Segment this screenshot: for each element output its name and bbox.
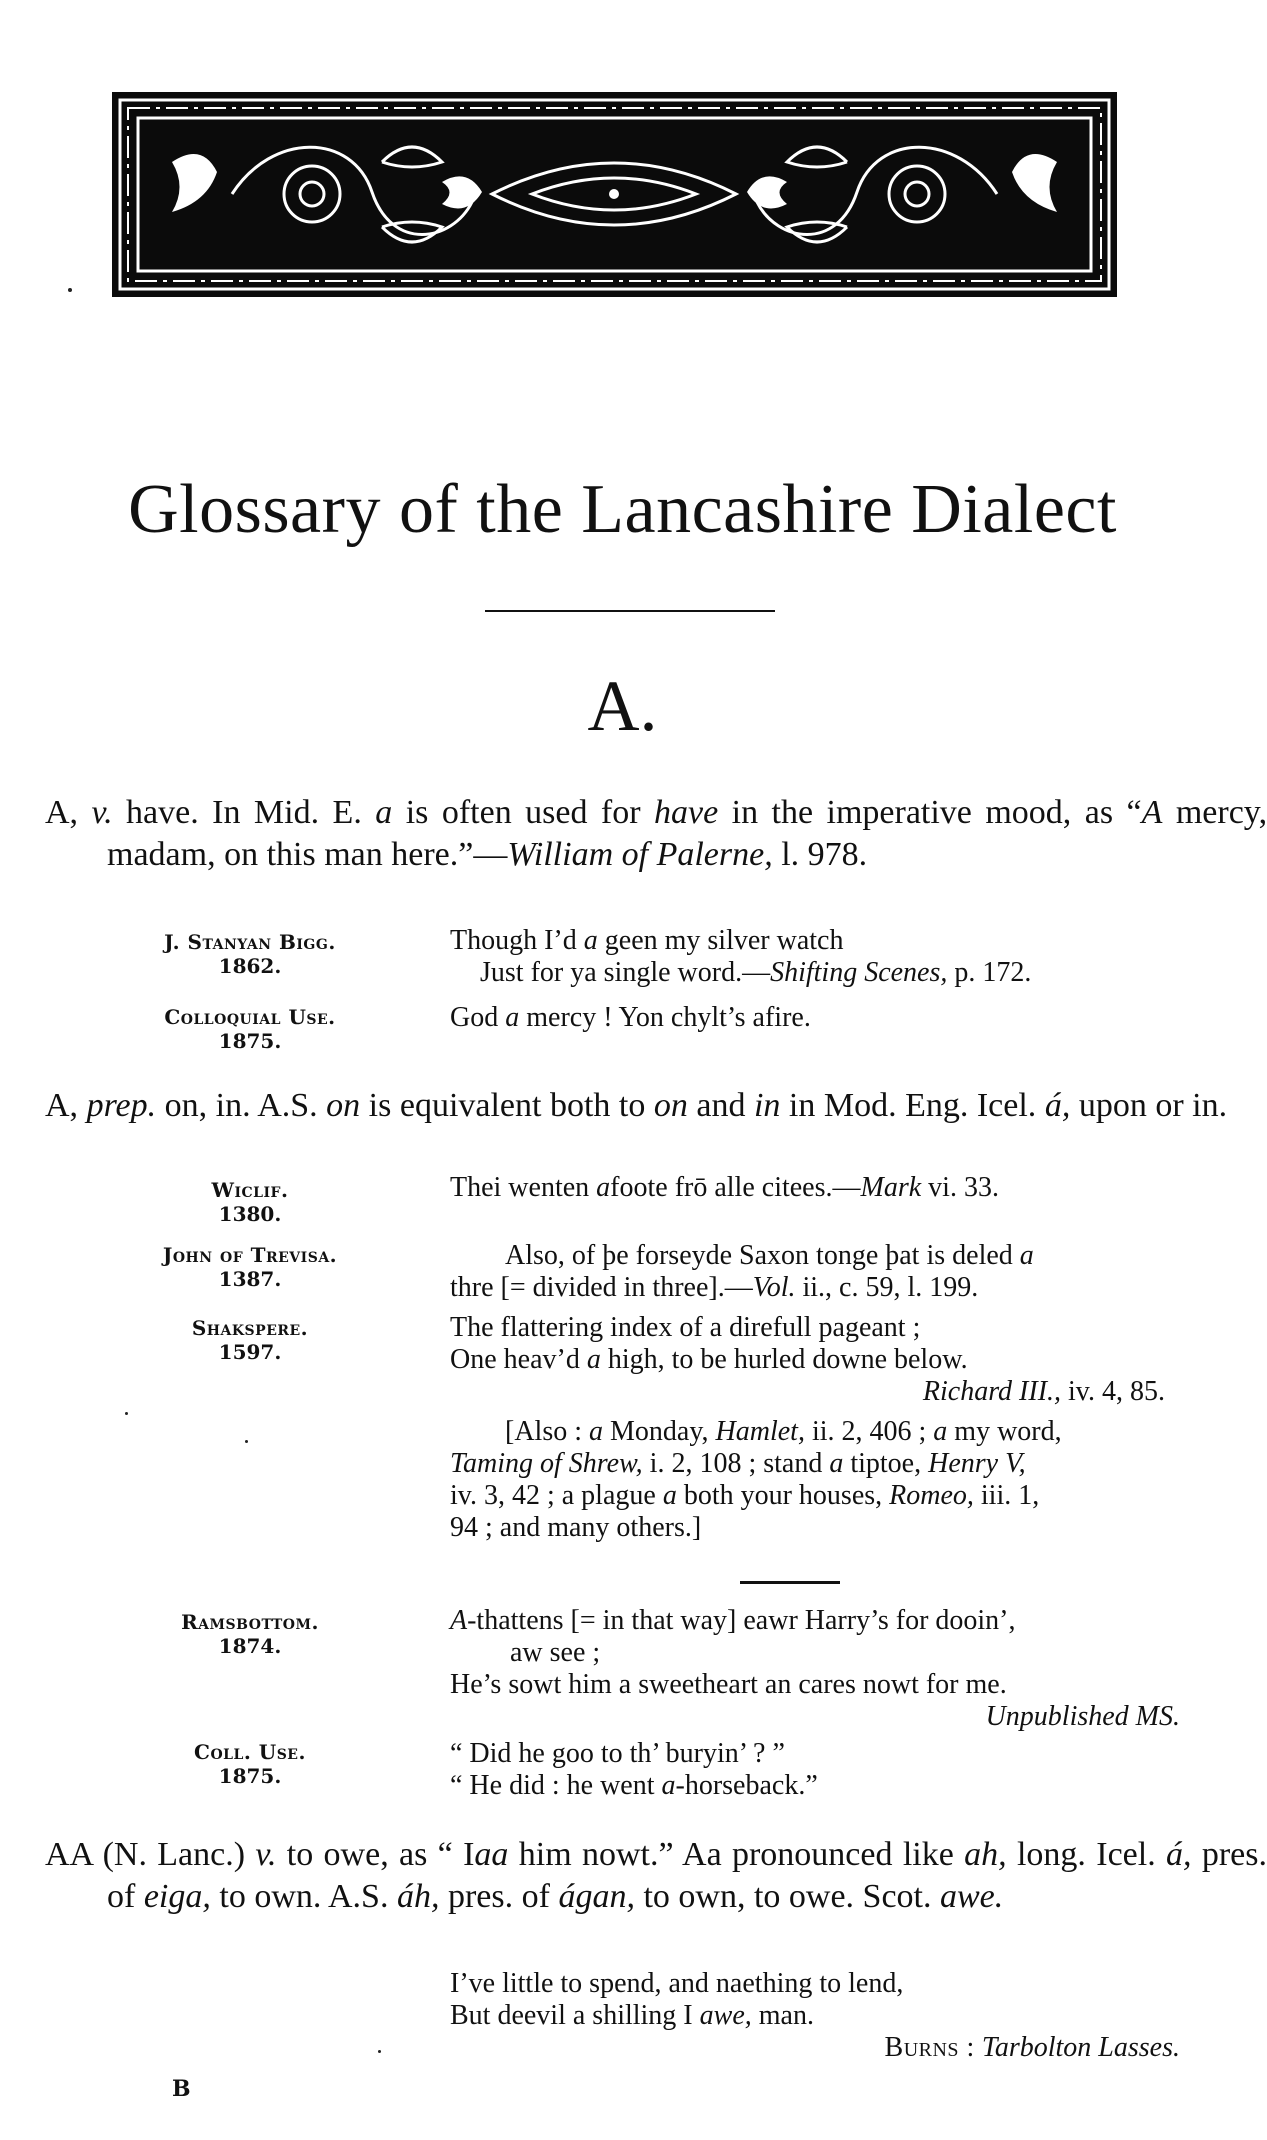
print-speck <box>68 288 72 292</box>
source-label: Shakspere. 1597. <box>191 1316 309 1364</box>
quotation: A-thattens [= in that way] eawr Harry’s for dooin’, aw see ; He’s sowt him a sweetheart an cares nowt for me. Unpublished MS. <box>450 1605 1180 1732</box>
source-label: Colloquial Use. 1875. <box>164 1005 336 1053</box>
quotation: Though I’d a geen my silver watch Just for ya single word.—Shifting Scenes, p. 172. <box>450 925 1032 988</box>
quotation: Also, of þe forseyde Saxon tonge þat is deled a thre [= divided in three].—Vol. ii., c. 59, l. 199. <box>450 1240 1034 1303</box>
entry-headword: AA <box>45 1836 93 1873</box>
entry-aa-verb: AA (N. Lanc.) v. to owe, as “ Iaa him nowt.” Aa pronounced like ah, long. Icel. á, pres. of eiga, to own. A.S. áh, pres. of ágan, to own, to owe. Scot. awe. <box>45 1836 1267 1915</box>
quotation: God a mercy ! Yon chylt’s afire. <box>450 1002 811 1033</box>
quotation: The flattering index of a direfull pageant ; One heav’d a high, to be hurled downe below. Richard III., iv. 4, 85. <box>450 1312 1165 1407</box>
source-label: John of Trevisa. 1387. <box>162 1243 338 1291</box>
print-speck <box>245 1440 248 1443</box>
entry-pos: v. <box>91 794 113 831</box>
quotation: “ Did he goo to th’ buryin’ ? ” “ He did : he went a-horseback.” <box>450 1738 818 1801</box>
entry-pos: prep. <box>86 1087 157 1124</box>
ornamental-banner <box>112 92 1117 297</box>
entry-headword: A, <box>45 1087 79 1124</box>
entry-pos: v. <box>255 1836 277 1873</box>
section-divider <box>740 1581 840 1584</box>
entry-a-verb: A, v. have. In Mid. E. a is often used for have in the imperative mood, as “A mercy, madam, on this man here.”—William of Palerne, l. 978. <box>45 794 1267 873</box>
source-label: Ramsbottom. 1874. <box>181 1610 319 1658</box>
quotation: I’ve little to spend, and naething to lend, But deevil a shilling I awe, man. Burns : Tarbolton Lasses. <box>450 1968 1180 2063</box>
section-letter: A. <box>587 666 658 746</box>
print-speck <box>125 1412 128 1415</box>
quotation: Thei wenten afoote frō alle citees.—Mark vi. 33. <box>450 1172 999 1203</box>
title-rule <box>485 610 775 612</box>
entry-a-prep: A, prep. on, in. A.S. on is equivalent both to on and in in Mod. Eng. Icel. á, upon or in. <box>45 1087 1228 1124</box>
source-label: Wiclif. 1380. <box>211 1178 289 1226</box>
print-speck <box>378 2050 381 2053</box>
also-note: [Also : a Monday, Hamlet, ii. 2, 406 ; a my word, Taming of Shrew, i. 2, 108 ; stand a tiptoe, Henry V, iv. 3, 42 ; a plague a both your houses, Romeo, iii. 1, 94 ; and many others.] <box>450 1416 1062 1543</box>
entry-headword: A, <box>45 794 79 831</box>
source-label: J. Stanyan Bigg. 1862. <box>164 930 336 978</box>
page-title: Glossary of the Lancashire Dialect <box>128 471 1117 548</box>
source-label: Coll. Use. 1875. <box>194 1740 306 1788</box>
signature-mark: B <box>172 2076 191 2102</box>
